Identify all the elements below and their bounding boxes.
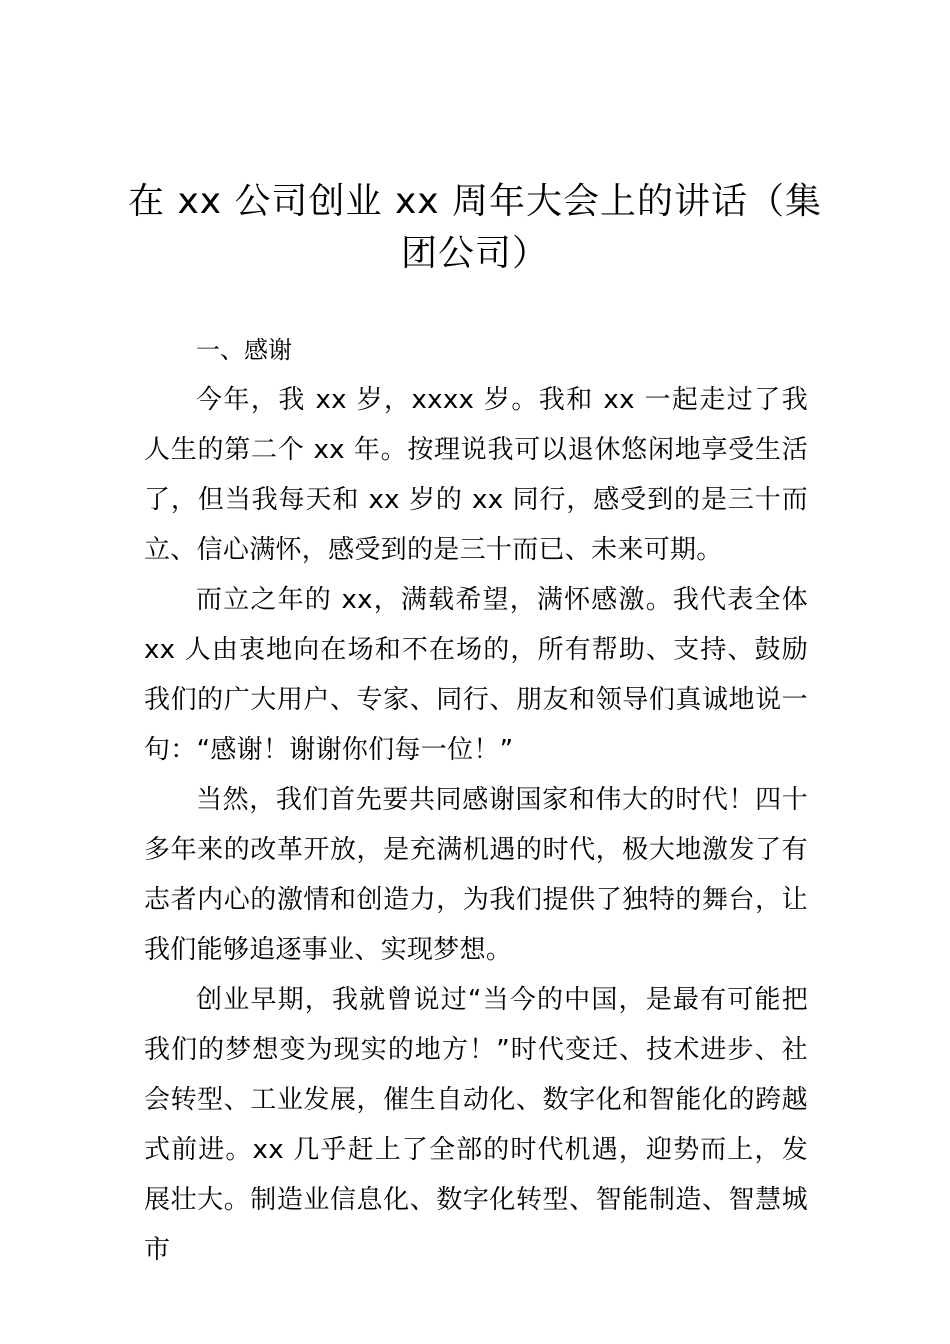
paragraph: 今年，我 xx 岁，xxxx 岁。我和 xx 一起走过了我人生的第二个 xx 年。按理说我可以退休悠闲地享受生活了，但当我每天和 xx 岁的 xx 同行，感受到的是三十而立、信心满怀，感受到的是三十而已、未来可期。 [144, 385, 808, 565]
paragraph: 创业早期，我就曾说过“当今的中国，是最有可能把我们的梦想变为现实的地方！”时代变迁、技术进步、社会转型、工业发展，催生自动化、数字化和智能化的跨越式前进。xx 几乎赶上了全部的时代机遇，迎势而上，发展壮大。制造业信息化、数字化转型、智能制造、智慧城市 [144, 985, 808, 1265]
document-body [144, 325, 808, 1275]
section-heading: 一、感谢 [196, 336, 292, 364]
document-title: 在 xx 公司创业 xx 周年大会上的讲话（集团公司） [128, 181, 822, 274]
paragraph: 当然，我们首先要共同感谢国家和伟大的时代！四十多年来的改革开放，是充满机遇的时代，极大地激发了有志者内心的激情和创造力，为我们提供了独特的舞台，让我们能够追逐事业、实现梦想。 [144, 785, 808, 965]
paragraph: 而立之年的 xx，满载希望，满怀感激。我代表全体 xx 人由衷地向在场和不在场的，所有帮助、支持、鼓励我们的广大用户、专家、同行、朋友和领导们真诚地说一句：“感谢！谢谢你们每一位！” [144, 585, 808, 765]
